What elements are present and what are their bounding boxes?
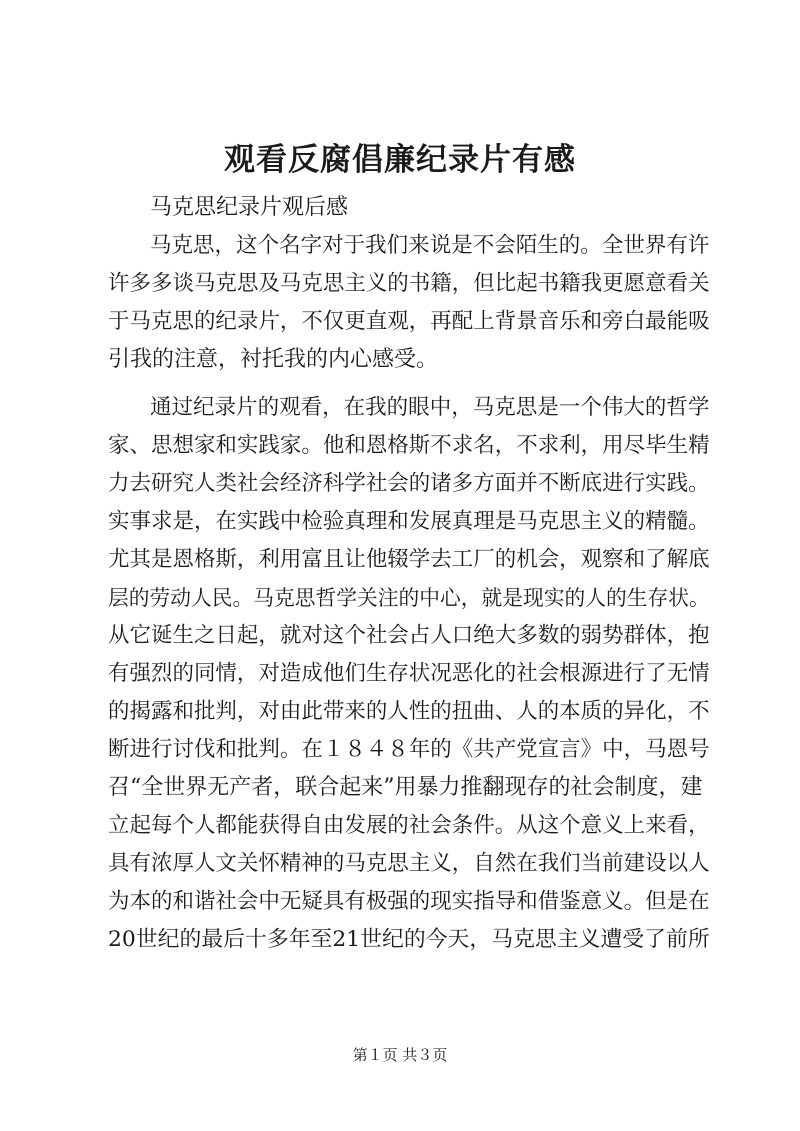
body-line: 的揭露和批判，对由此带来的人性的扭曲、人的本质的异化，不 [108,699,710,724]
document-subtitle: 马克思纪录片观后感 [150,195,349,220]
body-line: 层的劳动人民。马克思哲学关注的中心，就是现实的人的生存状。 [108,586,710,610]
body-line: 力去研究人类社会经济科学社会的诸多方面并不断底进行实践。 [108,471,710,496]
body-line: 实事求是，在实践中检验真理和发展真理是马克思主义的精髓。 [108,509,710,534]
body-line: 为本的和谐社会中无疑具有极强的现实指导和借鉴意义。但是在 [108,889,710,914]
body-line: 通过纪录片的观看，在我的眼中，马克思是一个伟大的哲学 [150,395,710,420]
body-line: 具有浓厚人文关怀精神的马克思主义，自然在我们当前建设以人 [108,851,710,876]
page-number-footer: 第１页 共３页 [352,1046,448,1064]
body-line: 许多多谈马克思及马克思主义的书籍，但比起书籍我更愿意看关 [108,271,710,296]
document-title: 观看反腐倡廉纪录片有感 [224,142,576,178]
body-line: 尤其是恩格斯，利用富且让他辍学去工厂的机会，观察和了解底 [108,547,710,572]
body-line: 马克思，这个名字对于我们来说是不会陌生的。全世界有许 [150,233,710,258]
body-line: 从它诞生之日起，就对这个社会占人口绝大多数的弱势群体，抱 [108,623,710,648]
body-line: 断进行讨伐和批判。在１８４８年的《共产党宣言》中，马恩号 [108,737,710,762]
body-line: 家、思想家和实践家。他和恩格斯不求名，不求利，用尽毕生精 [108,433,710,458]
body-line: 立起每个人都能获得自由发展的社会条件。从这个意义上来看， [108,813,710,838]
body-line: 有强烈的同情，对造成他们生存状况恶化的社会根源进行了无情 [108,661,710,686]
body-line: 引我的注意，衬托我的内心感受。 [108,347,439,372]
body-line: 20世纪的最后十多年至21世纪的今天，马克思主义遭受了前所 [108,927,710,952]
body-line: 召“全世界无产者，联合起来”用暴力推翻现存的社会制度，建 [108,775,703,800]
body-line: 于马克思的纪录片，不仅更直观，再配上背景音乐和旁白最能吸 [108,309,710,334]
